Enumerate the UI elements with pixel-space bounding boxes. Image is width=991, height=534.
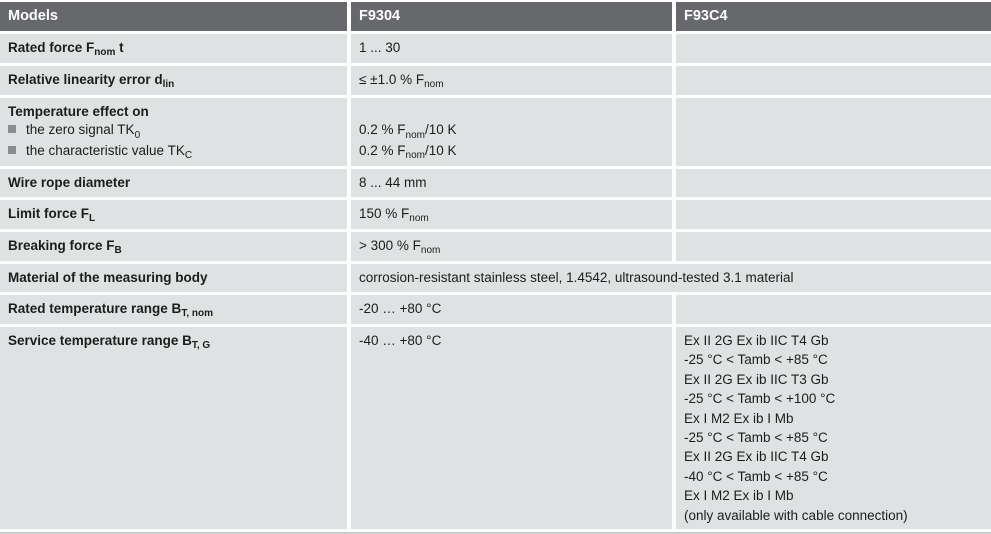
spec-label-material xyxy=(0,264,347,292)
text-line: -20 … +80 °C xyxy=(359,300,442,316)
text-line: Breaking force $F_B$ xyxy=(8,237,122,256)
spec-value-f93c4-relative-linearity-error xyxy=(676,66,991,95)
spec-label-service-temperature-range xyxy=(0,327,347,529)
bullet-list-item: the zero signal $TK_0$ xyxy=(8,121,339,142)
spec-value-f9304-wire-rope-diameter xyxy=(351,169,672,197)
spec-label-temperature-effect xyxy=(0,98,347,166)
spec-value-f9304-breaking-force xyxy=(351,232,672,261)
text-line: Ex II 2G Ex ib IIC T4 Gb xyxy=(684,449,829,465)
text-line: Temperature effect on xyxy=(8,103,149,119)
text-line: -40 °C < Tamb < +85 °C xyxy=(684,468,828,484)
table-row-temperature-effect xyxy=(0,98,991,166)
spec-value-f9304-service-temperature-range xyxy=(351,327,672,529)
text-line: 8 ... 44 mm xyxy=(359,174,427,190)
spec-label-relative-linearity-error xyxy=(0,66,347,95)
table-row-wire-rope-diameter xyxy=(0,169,991,197)
bullet-square-icon xyxy=(8,125,16,133)
text-line: -25 °C < Tamb < +85 °C xyxy=(684,430,828,446)
spec-value-f93c4-limit-force xyxy=(676,200,991,229)
text-line: 150 % $F_{nom}$ xyxy=(359,205,429,224)
spec-rows xyxy=(0,34,991,529)
table-row-material xyxy=(0,264,991,292)
header-cell-f9304 xyxy=(351,2,672,31)
spec-value-material xyxy=(351,264,991,292)
table-row-service-temperature-range xyxy=(0,327,991,529)
text-line: -25 °C < Tamb < +100 °C xyxy=(684,391,836,407)
header-label-models: Models xyxy=(8,8,58,25)
text-line: Ex II 2G Ex ib IIC T4 Gb xyxy=(684,333,829,348)
table-row-rated-temperature-range xyxy=(0,295,991,324)
spec-value-f93c4-breaking-force xyxy=(676,232,991,261)
text-line: 1 ... 30 xyxy=(359,39,401,55)
text-line: > 300 % $F_{nom}$ xyxy=(359,237,441,256)
text-line: Material of the measuring body xyxy=(8,269,208,285)
spec-value-f93c4-wire-rope-diameter xyxy=(676,169,991,197)
bullet-list-item: the characteristic value $TK_C$ xyxy=(8,142,339,163)
text-line: (only available with cable connection) xyxy=(684,507,908,523)
text-line: ≤ ±1.0 % $F_{nom}$ xyxy=(359,71,444,90)
text-line: -40 … +80 °C xyxy=(359,333,442,348)
table-row-relative-linearity-error xyxy=(0,66,991,95)
text-line: -25 °C < Tamb < +85 °C xyxy=(684,352,828,368)
text-line: Wire rope diameter xyxy=(8,174,131,190)
text-line: corrosion-resistant stainless steel, 1.4542, ultrasound-tested 3.1 material xyxy=(359,269,794,285)
text-line: Limit force $F_L$ xyxy=(8,205,96,224)
text-line: Ex II 2G Ex ib IIC T3 Gb xyxy=(684,371,829,387)
text-line: Ex I M2 Ex ib I Mb xyxy=(684,488,794,504)
text-line: Relative linearity error $d_{lin}$ xyxy=(8,71,175,90)
table-row-breaking-force xyxy=(0,232,991,261)
text-line: 0.2 % $F_{nom}/10$ K xyxy=(359,142,457,161)
header-cell-f93c4 xyxy=(676,2,991,31)
table-row-limit-force xyxy=(0,200,991,229)
spec-label-wire-rope-diameter xyxy=(0,169,347,197)
header-cell-models xyxy=(0,2,347,31)
spec-value-f9304-rated-force xyxy=(351,34,672,63)
spec-value-f93c4-rated-force xyxy=(676,34,991,63)
table-header-row xyxy=(0,2,991,31)
spec-value-f93c4-rated-temperature-range xyxy=(676,295,991,324)
spec-label-rated-temperature-range xyxy=(0,295,347,324)
spec-value-f9304-relative-linearity-error xyxy=(351,66,672,95)
table-row-rated-force xyxy=(0,34,991,63)
spec-value-f9304-temperature-effect xyxy=(351,98,672,166)
spec-label-breaking-force xyxy=(0,232,347,261)
spec-label-limit-force xyxy=(0,200,347,229)
text-line: Ex I M2 Ex ib I Mb xyxy=(684,410,794,426)
spec-label-rated-force xyxy=(0,34,347,63)
spec-value-f93c4-service-temperature-range xyxy=(676,327,991,529)
spec-value-f9304-limit-force xyxy=(351,200,672,229)
spec-value-f93c4-temperature-effect xyxy=(676,98,991,166)
text-line: Service temperature range $B_{T, G}$ xyxy=(8,332,211,351)
text-line: Rated temperature range $B_{T, nom}$ xyxy=(8,300,213,319)
spec-value-f9304-rated-temperature-range xyxy=(351,295,672,324)
text-line: Rated force $F_{nom}$ t xyxy=(8,39,124,58)
header-label-f93c4: F93C4 xyxy=(684,8,728,25)
text-line: 0.2 % $F_{nom}/10$ K xyxy=(359,122,457,141)
bullet-square-icon xyxy=(8,146,16,154)
header-label-f9304: F9304 xyxy=(359,8,401,25)
